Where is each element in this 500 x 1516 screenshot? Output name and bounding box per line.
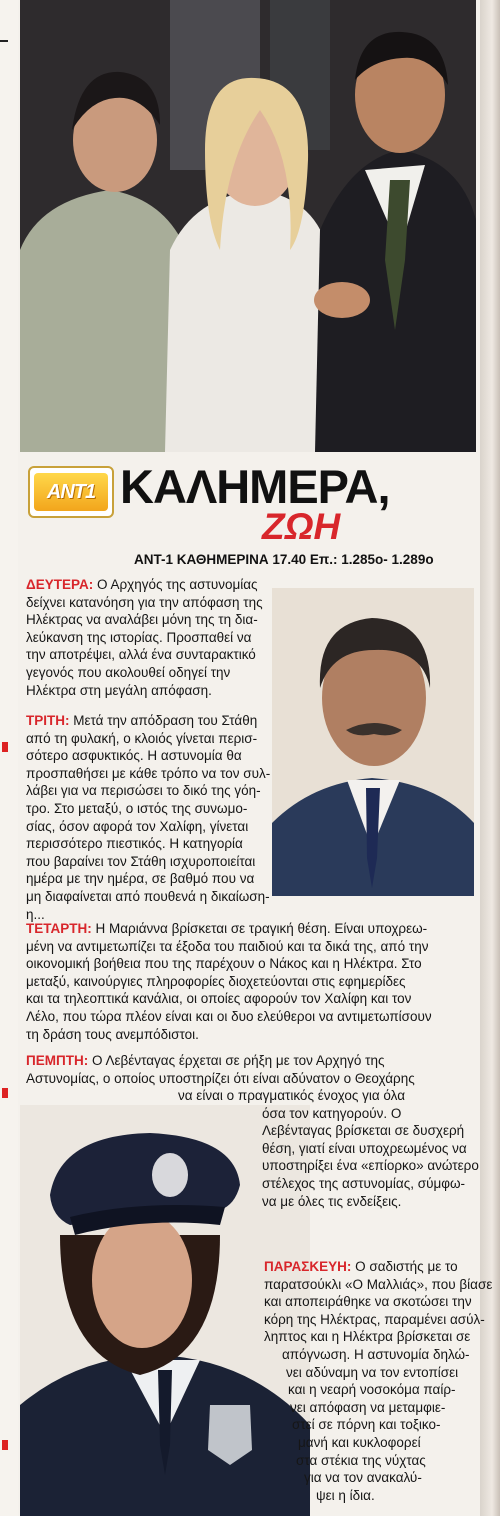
text-line: παρατσούκλι «Ο Μαλλιάς», που βίασε xyxy=(264,1276,493,1292)
text-line: Η Μαριάννα βρίσκεται σε τραγική θέση. Είναι υποχρεω- xyxy=(91,921,428,936)
text-line: και αποπειράθηκε να σκοτώσει την xyxy=(264,1294,472,1310)
ant1-logo-text: ANT1 xyxy=(34,473,108,511)
text-line: τρο. Στο μεταξύ, ο ιστός της συνωμο- xyxy=(26,800,248,816)
text-line: στα στέκια της νύχτας xyxy=(296,1452,426,1468)
text-line: ημέρα με την ημέρα, σε βαθμό που να xyxy=(26,871,255,887)
text-line: μένη να αντιμετωπίζει τα έξοδα του παιδιού και τα δικά της, από την xyxy=(26,938,429,954)
actor-portrait xyxy=(272,588,474,896)
text-line: σίας, όσον αφορά τον Χαλίφη, γίνεται xyxy=(26,818,249,834)
text-line: και τα τηλεοπτικά κανάλια, οι οποίες αφορούν τον Χαλίφη και τον xyxy=(26,991,412,1007)
text-line: ψει η ίδια. xyxy=(316,1487,375,1503)
text-line: ληπτος και η Ηλέκτρα βρίσκεται σε xyxy=(264,1329,471,1345)
day-label: ΠΕΜΠΤΗ: xyxy=(26,1053,89,1068)
text-line: λεύκανση της ιστορίας. Προσπαθεί να xyxy=(26,629,252,645)
text-line: να είναι ο πραγματικός ένοχος για όλα xyxy=(178,1088,406,1103)
text-line: Ο Αρχηγός της αστυνομίας xyxy=(93,577,258,592)
cast-photo-illustration xyxy=(20,0,476,452)
text-line: Λέλο, που τώρα πλέον είναι και οι δυο ελεύθεροι να αντιμετωπίσουν xyxy=(26,1008,432,1024)
show-title-line1: ΚΑΛΗΜΕΡΑ, xyxy=(120,460,390,513)
ant1-logo xyxy=(28,466,114,518)
text-line: στέλεχος της αστυνομίας, σύμφω- xyxy=(262,1175,466,1191)
text-line: δείχνει κατανόηση για την απόφαση της xyxy=(26,594,263,610)
text-line: θέση, γιατί είναι υποχρεωμένος να xyxy=(262,1140,467,1156)
text-line: Ηλέκτρας να αναλάβει μόνη της τη δια- xyxy=(26,612,258,628)
day-label: ΔΕΥΤΕΡΑ: xyxy=(26,577,94,592)
text-line: νει αδύναμη να τον εντοπίσει xyxy=(286,1364,459,1380)
episode-friday xyxy=(264,1258,492,1504)
show-title-line2: ΖΩΗ xyxy=(262,506,341,547)
day-label: ΤΡΙΤΗ: xyxy=(26,713,70,728)
airtime-info: ΑΝΤ-1 ΚΑΘΗΜΕΡΙΝΑ 17.40 Επ.: 1.285ο- 1.289ο xyxy=(134,552,434,567)
text-line: Ο σαδιστής με το xyxy=(351,1259,458,1274)
episode-thursday xyxy=(26,1052,415,1087)
episode-monday xyxy=(26,576,263,699)
text-line: κόρη της Ηλέκτρας, παραμένει ασύλ- xyxy=(264,1311,485,1327)
episode-wednesday xyxy=(26,920,432,1043)
margin-marker xyxy=(2,1088,8,1098)
text-line: περισσότερο πιεστικός. Η κατηγορία xyxy=(26,836,243,852)
text-line: όσα τον κατηγορούν. Ο xyxy=(262,1105,402,1121)
text-line: τη δράση τους ανεμπόδιστοι. xyxy=(26,1026,199,1042)
text-line: Μετά την απόδραση του Στάθη xyxy=(69,713,258,728)
text-line: την αποτρέψει, αλλά ένα συνταρακτικό xyxy=(26,647,256,663)
text-line: από τη φυλακή, ο κλοιός γίνεται περισ- xyxy=(26,730,258,746)
text-line: και η νεαρή νοσοκόμα παίρ- xyxy=(288,1382,456,1398)
text-line: γεγονός που ακολουθεί οδηγεί την xyxy=(26,664,231,680)
episode-tuesday xyxy=(26,712,270,923)
text-line: απόγνωση. Η αστυνομία δηλώ- xyxy=(282,1346,470,1362)
text-line: προσπαθήσει με κάθε τρόπο να τον συλ- xyxy=(26,765,271,781)
text-line: υποστηρίξει ένα «επίορκο» ανώτερο xyxy=(262,1158,479,1174)
text-line: στεί σε πόρνη και τοξικο- xyxy=(292,1417,441,1433)
text-line: οικονομική βοήθεια που της παρέχουν ο Νάκος και η Ηλέκτρα. Στο xyxy=(26,956,422,972)
text-line: για να τον ανακαλύ- xyxy=(304,1470,422,1486)
text-line: μανή και κυκλοφορεί xyxy=(298,1434,421,1450)
margin-marker xyxy=(2,1440,8,1450)
page-margin-left xyxy=(0,0,18,1516)
text-line: μη διαφαίνεται από πουθενά η δικαίωση- xyxy=(26,888,270,904)
actor-portrait-illustration xyxy=(272,588,474,896)
text-line: μεταξύ, καινούργιες πληροφορίες διοχετεύονται στις εφημερίδες xyxy=(26,973,406,989)
text-line: που βαραίνει τον Στάθη ισχυροποιείται xyxy=(26,853,256,869)
episode-thursday-cont xyxy=(178,1087,479,1210)
margin-marker xyxy=(2,742,8,752)
cast-photo xyxy=(20,0,476,452)
day-label: ΤΕΤΑΡΤΗ: xyxy=(26,921,92,936)
text-line: Αστυνομίας, ο οποίος υποστηρίζει ότι είναι αδύνατον ο Θεοχάρης xyxy=(26,1070,415,1086)
crop-mark xyxy=(0,40,8,56)
text-line: η... xyxy=(26,906,45,922)
day-label: ΠΑΡΑΣΚΕΥΗ: xyxy=(264,1259,352,1274)
text-line: Λεβένταγας βρίσκεται σε δυσχερή xyxy=(262,1123,465,1139)
text-line: Ο Λεβένταγας έρχεται σε ρήξη με τον Αρχηγό της xyxy=(88,1053,385,1068)
text-line: σότερο ασφυκτικός. Η αστυνομία θα xyxy=(26,748,242,764)
text-line: νει απόφαση να μεταμφιε- xyxy=(290,1399,446,1415)
text-line: λάβει για να περισώσει το δικό της γόη- xyxy=(26,783,261,799)
text-line: να με όλες τις ενδείξεις. xyxy=(262,1193,402,1209)
text-line: Ηλέκτρα στη μεγάλη απόφαση. xyxy=(26,682,212,698)
